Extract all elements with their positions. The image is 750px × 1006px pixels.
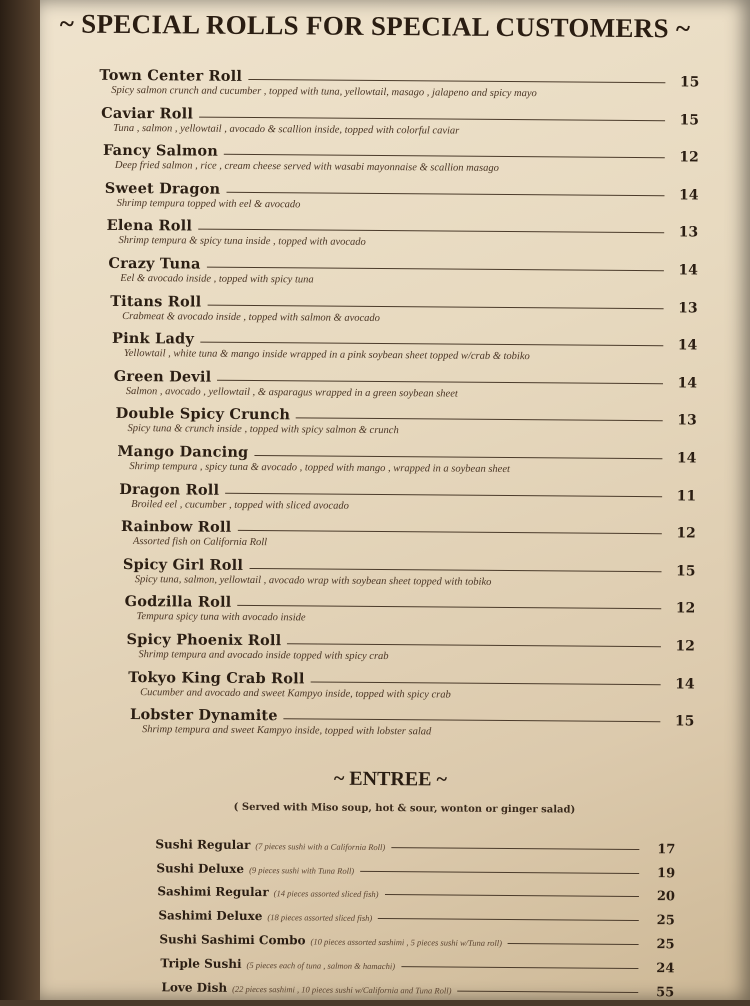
dotted-leader [199, 116, 665, 121]
entree-description: (18 pieces assorted sliced fish) [267, 912, 373, 924]
entree-price: 55 [656, 984, 675, 1000]
roll-item [130, 702, 695, 744]
roll-price: 13 [677, 412, 697, 429]
roll-price: 15 [675, 563, 696, 580]
roll-name: Green Devil [113, 367, 212, 386]
roll-description: Shrimp tempura and sweet Kampyo inside, topped with lobster salad [141, 724, 432, 738]
dotted-leader [360, 870, 639, 873]
dotted-leader [287, 643, 661, 647]
roll-description: Tempura spicy tuna with avocado inside [136, 611, 306, 624]
roll-name: Fancy Salmon [102, 142, 219, 160]
roll-price: 13 [678, 224, 699, 241]
entree-price: 17 [657, 841, 676, 858]
roll-description: Spicy tuna & crunch inside , topped with spicy salmon & crunch [127, 423, 399, 437]
roll-price: 15 [679, 111, 700, 129]
roll-item [126, 627, 695, 669]
roll-item [99, 63, 699, 105]
dotted-leader [207, 304, 663, 309]
roll-name: Double Spicy Crunch [115, 405, 291, 424]
roll-price: 14 [675, 675, 695, 692]
entree-price: 25 [656, 913, 675, 929]
entree-description: (5 pieces each of tuna , salmon & hamachi) [246, 959, 396, 971]
roll-price: 14 [677, 337, 698, 354]
roll-description: Cucumber and avocado and sweet Kampyo inside, topped with spicy crab [140, 686, 451, 701]
entree-item [160, 946, 675, 977]
roll-price: 13 [678, 299, 698, 317]
entree-item [161, 970, 674, 998]
entree-price: 25 [656, 937, 675, 953]
entree-item [156, 851, 675, 879]
entree-description: (7 pieces sushi with a California Roll) [255, 840, 386, 852]
roll-price: 12 [679, 149, 699, 166]
dotted-leader [401, 966, 638, 969]
roll-description: Shrimp tempura and avocado inside topped with spicy crab [138, 649, 389, 662]
special-rolls-list [94, 63, 699, 744]
dotted-leader [237, 530, 661, 534]
roll-item [101, 100, 699, 142]
entree-price: 20 [656, 889, 676, 905]
roll-description: Deep fried salmon , rice , cream cheese served with wasabi mayonnaise & scallion masago [114, 160, 499, 175]
roll-item [124, 589, 695, 631]
entree-item [157, 875, 675, 903]
entree-name: Love Dish [161, 979, 228, 995]
roll-price: 15 [679, 74, 700, 91]
dotted-leader [248, 79, 665, 83]
entree-name: Sushi Sashimi Combo [159, 932, 306, 948]
dotted-leader [237, 605, 661, 609]
entree-list [154, 827, 675, 998]
roll-name: Sweet Dragon [104, 179, 221, 198]
entree-description: (22 pieces sashimi , 10 pieces sushi w/California and Tuna Roll) [232, 983, 452, 996]
dotted-leader [224, 154, 665, 158]
entree-name: Sashimi Deluxe [158, 908, 263, 924]
roll-description: Shrimp tempura topped with eel & avocado [116, 197, 301, 211]
dotted-leader [200, 342, 663, 347]
dotted-leader [284, 718, 661, 722]
roll-item [110, 288, 698, 330]
entree-item [155, 827, 676, 858]
roll-description: Shrimp tempura & spicy tuna inside , topped with avocado [118, 235, 366, 249]
roll-name: Dragon Roll [119, 480, 220, 499]
roll-price: 12 [676, 525, 696, 542]
roll-price: 15 [674, 713, 695, 730]
dotted-leader [254, 455, 662, 459]
roll-name: Spicy Phoenix Roll [126, 630, 282, 650]
dotted-leader [226, 192, 664, 196]
roll-price: 11 [676, 487, 697, 505]
roll-name: Lobster Dynamite [130, 706, 278, 725]
entree-description: (14 pieces assorted sliced fish) [273, 888, 379, 900]
roll-name: Tokyo King Crab Roll [128, 668, 305, 687]
roll-name: Crazy Tuna [108, 254, 201, 273]
roll-description: Tuna , salmon , yellowtail , avocado & scallion inside, topped with colorful caviar [113, 122, 460, 137]
roll-description: Shrimp tempura , spicy tuna & avocado , topped with mango , wrapped in a soybean sheet [129, 460, 510, 475]
entree-name: Sushi Deluxe [156, 860, 245, 876]
dotted-leader [457, 990, 638, 992]
dotted-leader [198, 229, 664, 234]
roll-price: 14 [678, 187, 699, 204]
roll-item [112, 326, 698, 368]
roll-description: Salmon , avocado , yellowtail , & asparagus wrapped in a green soybean sheet [125, 385, 458, 400]
roll-description: Spicy tuna, salmon, yellowtail , avocado wrap with soybean sheet topped with tobiko [134, 573, 492, 588]
roll-item [103, 138, 699, 180]
entree-name: Sashimi Regular [157, 884, 269, 900]
dotted-leader [249, 568, 661, 572]
entree-heading: ~ ENTREE ~ [333, 767, 448, 791]
roll-name: Spicy Girl Roll [122, 555, 244, 574]
roll-item [106, 213, 698, 255]
roll-price: 12 [675, 600, 696, 617]
roll-item [128, 665, 695, 707]
roll-item [121, 514, 696, 556]
roll-name: Mango Dancing [117, 442, 249, 461]
dotted-leader [311, 681, 661, 685]
roll-description: Broiled eel , cucumber , topped with sliced avocado [131, 498, 349, 512]
roll-name: Titans Roll [110, 292, 202, 311]
roll-description: Yellowtail , white tuna & mango inside wrapped in a pink soybean sheet topped w/crab & tobiko [123, 348, 530, 363]
roll-price: 12 [675, 638, 696, 655]
roll-description: Crabmeat & avocado inside , topped with salmon & avocado [122, 310, 380, 324]
roll-item [114, 364, 697, 406]
special-rolls-heading: ~ SPECIAL ROLLS FOR SPECIAL CUSTOMERS ~ [59, 8, 691, 44]
dotted-leader [384, 894, 638, 897]
roll-item [105, 176, 699, 218]
dotted-leader [217, 379, 663, 384]
entree-name: Triple Sushi [160, 956, 242, 971]
roll-name: Town Center Roll [99, 66, 243, 85]
roll-name: Caviar Roll [101, 104, 194, 123]
dotted-leader [508, 943, 639, 945]
roll-item [123, 552, 696, 594]
roll-description: Assorted fish on California Roll [132, 536, 268, 549]
dotted-leader [391, 847, 639, 850]
dotted-leader [207, 267, 664, 272]
roll-name: Pink Lady [111, 330, 195, 348]
entree-name: Sushi Regular [155, 837, 251, 852]
roll-name: Elena Roll [106, 217, 193, 235]
entree-note: ( Served with Miso soup, hot & sour, wonton or ginger salad) [233, 801, 576, 816]
roll-description: Spicy salmon crunch and cucumber , topped with tuna, yellowtail, masago , jalapeno and spicy mayo [111, 84, 537, 100]
entree-item [159, 922, 675, 953]
dotted-leader [378, 918, 639, 921]
roll-name: Rainbow Roll [120, 518, 232, 536]
entree-description: (9 pieces sushi with Tuna Roll) [249, 864, 355, 876]
entree-item [158, 899, 675, 927]
roll-price: 14 [677, 375, 698, 392]
dotted-leader [225, 492, 662, 496]
roll-name: Godzilla Roll [124, 593, 232, 612]
roll-price: 14 [678, 262, 698, 279]
dotted-leader [296, 418, 663, 422]
roll-item [117, 439, 696, 481]
entree-description: (10 pieces assorted sashimi , 5 pieces sushi w/Tuna roll) [310, 936, 503, 948]
entree-price: 24 [656, 960, 675, 977]
entree-price: 19 [657, 865, 676, 881]
roll-item [119, 476, 696, 518]
roll-price: 14 [676, 450, 697, 467]
roll-item [108, 251, 698, 293]
roll-description: Eel & avocado inside , topped with spicy tuna [120, 272, 314, 286]
roll-item [115, 401, 696, 443]
